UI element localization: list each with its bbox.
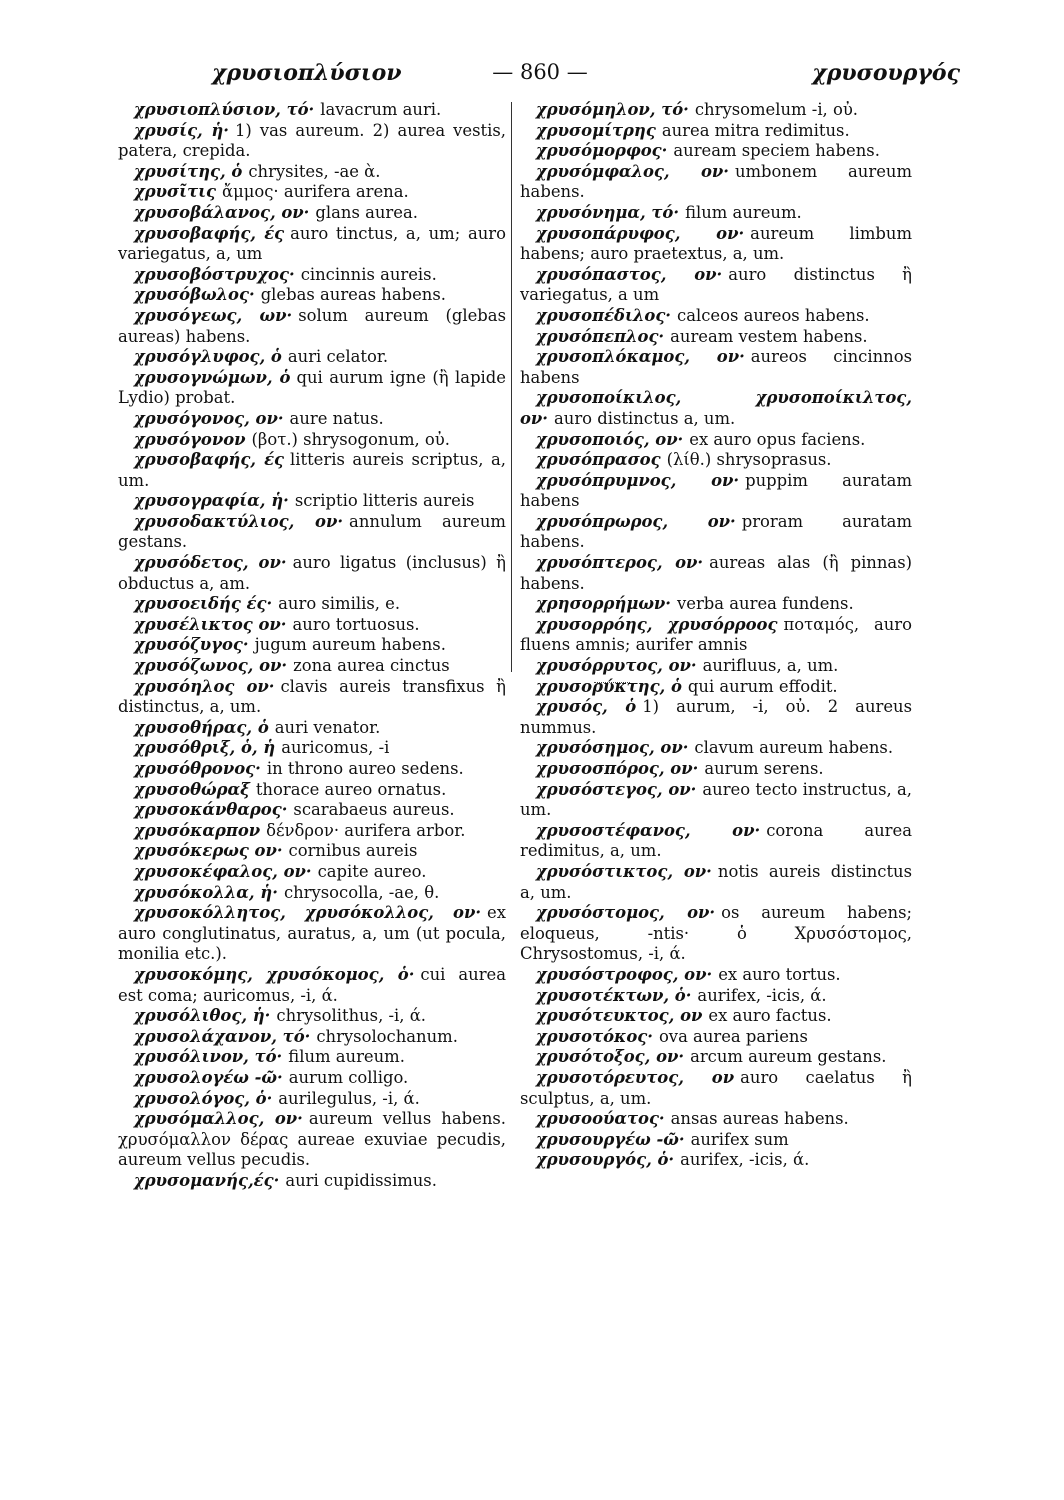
entry-gloss: os aureum habens; eloqueus, -ntis· ὁ Χρυσόστομος, Chrysostomus, -i, ά. bbox=[520, 903, 912, 964]
entry-headword: χρησορρήμων· bbox=[536, 594, 672, 614]
entry-gloss: aurifex, -icis, ά. bbox=[680, 1150, 810, 1170]
entry-gloss: solum aureum (glebas aureas) habens. bbox=[118, 305, 506, 346]
dictionary-entry bbox=[520, 862, 912, 903]
entry-gloss: jugum aureum habens. bbox=[254, 635, 446, 655]
dictionary-entry bbox=[118, 841, 506, 862]
dictionary-entry bbox=[118, 1068, 506, 1089]
dictionary-entry bbox=[520, 903, 912, 965]
entry-gloss: aurum serens. bbox=[704, 759, 824, 778]
header-left-catchword: χρυσιοπλύσιον bbox=[212, 60, 402, 86]
dictionary-entry bbox=[118, 1109, 506, 1171]
entry-gloss: puppim auratam habens bbox=[520, 470, 912, 511]
entry-headword: χρυσοβαφής, ές bbox=[134, 450, 285, 470]
entry-headword: χρυσοτέκτων, ὁ· bbox=[536, 985, 692, 1005]
dictionary-entry bbox=[520, 594, 912, 615]
entry-gloss: auri celator. bbox=[287, 347, 389, 367]
entry-gloss: aurifluus, a, um. bbox=[702, 656, 839, 676]
entry-headword: χρυσόζωνος, ον· bbox=[134, 656, 288, 676]
entry-headword: χρυσόγεως, ων· bbox=[134, 305, 293, 325]
entry-gloss: auro tinctus, a, um; auro variegatus, a, um bbox=[118, 223, 506, 264]
entry-headword: χρυσοκέφαλος, ον· bbox=[134, 861, 312, 881]
dictionary-entry bbox=[118, 347, 506, 368]
dictionary-entry bbox=[118, 965, 506, 1006]
dictionary-entry bbox=[520, 677, 912, 698]
entry-gloss: aurilegulus, -i, ά. bbox=[278, 1088, 420, 1108]
entry-gloss: zona aurea cinctus bbox=[293, 656, 450, 676]
entry-headword: χρυσοτόρευτος, ον bbox=[536, 1067, 735, 1087]
entry-headword: χρυσοστέφανος, ον· bbox=[536, 820, 761, 840]
dictionary-entry bbox=[118, 224, 506, 265]
entry-headword: χρυσολάχανον, τό· bbox=[134, 1026, 311, 1046]
dictionary-entry bbox=[520, 615, 912, 656]
entry-gloss: ex auro factus. bbox=[708, 1006, 832, 1026]
entry-gloss: chrysocolla, -ae, θ. bbox=[283, 882, 440, 902]
entry-gloss: ova aurea pariens bbox=[658, 1026, 808, 1046]
dictionary-entry bbox=[118, 450, 506, 491]
dictionary-entry bbox=[520, 1130, 912, 1151]
dictionary-entry bbox=[118, 718, 506, 739]
dictionary-entry bbox=[520, 1006, 912, 1027]
dictionary-entry bbox=[118, 903, 506, 965]
dictionary-entry bbox=[520, 553, 912, 594]
entry-headword: χρυσόκαρπον bbox=[134, 820, 261, 840]
entry-gloss: umbonem aureum habens. bbox=[520, 161, 912, 202]
entry-headword: χρυσόστομος, ον· bbox=[536, 903, 716, 923]
entry-headword: χρυσογνώμων, ὁ bbox=[134, 367, 291, 387]
entry-gloss: aurea mitra redimitus. bbox=[661, 120, 850, 140]
entry-gloss: auro distinctus ἢ variegatus, a um bbox=[520, 264, 912, 305]
entry-headword: χρυσόθρονος· bbox=[134, 759, 261, 778]
right-column bbox=[520, 100, 912, 1171]
header-right-catchword: χρυσουργός bbox=[812, 60, 960, 86]
dictionary-entry bbox=[118, 1006, 506, 1027]
dictionary-entry bbox=[520, 265, 912, 306]
entry-headword: χρυσόμορφος· bbox=[536, 141, 668, 161]
entry-gloss: chrysolithus, -i, ά. bbox=[276, 1006, 426, 1026]
entry-headword: χρυσόζυγος· bbox=[134, 635, 249, 655]
dictionary-entry bbox=[118, 203, 506, 224]
entry-headword: χρυσοειδής ές· bbox=[134, 594, 273, 614]
entry-headword: χρυσολόγος, ὁ· bbox=[134, 1088, 273, 1108]
entry-gloss: aureas alas (ἢ pinnas) habens. bbox=[520, 553, 912, 593]
dictionary-entry bbox=[520, 162, 912, 203]
dictionary-entry bbox=[520, 100, 912, 121]
entry-headword: χρυσίτης, ὁ bbox=[134, 161, 243, 181]
entry-gloss: calceos aureos habens. bbox=[677, 305, 870, 325]
end-mark bbox=[594, 682, 630, 683]
entry-headword: χρυσόλινον, τό· bbox=[134, 1047, 283, 1067]
dictionary-entry bbox=[118, 1089, 506, 1110]
entry-headword: χρυσοποιός, ον· bbox=[536, 429, 684, 449]
entry-gloss: ex auro conglutinatus, auratus, a, um (ut pocula, monilia etc.). bbox=[118, 903, 506, 964]
dictionary-entry bbox=[520, 1150, 912, 1171]
entry-gloss: aureum vellus habens. χρυσόμαλλον δέρας aureae exuviae pecudis, aureum vellus pecudis. bbox=[118, 1109, 506, 1170]
entry-gloss: chrysolochanum. bbox=[316, 1026, 458, 1046]
dictionary-entry bbox=[520, 224, 912, 265]
entry-headword: χρυσουργός, ὁ· bbox=[536, 1150, 675, 1170]
entry-headword: χρυσολογέω -ῶ· bbox=[134, 1067, 283, 1087]
entry-headword: χρυσόγονος, ον· bbox=[134, 408, 284, 428]
entry-gloss: qui aurum igne (ἢ lapide Lydio) probat. bbox=[118, 367, 506, 408]
entry-headword: χρυσογραφία, ἡ· bbox=[134, 491, 289, 511]
entry-gloss: glebas aureas habens. bbox=[260, 285, 446, 305]
entry-headword: χρυσοθώραξ bbox=[134, 779, 250, 799]
entry-gloss: cincinnis aureis. bbox=[300, 264, 437, 284]
dictionary-entry bbox=[118, 594, 506, 615]
entry-headword: χρυσοπέδιλος· bbox=[536, 305, 672, 325]
page-number: — 860 — bbox=[492, 60, 588, 84]
entry-gloss: thorace aureo ornatus. bbox=[255, 779, 447, 799]
entry-headword: χρυσουργέω -ῶ· bbox=[536, 1129, 685, 1149]
entry-gloss: auro ligatus (inclusus) ἢ obductus a, am. bbox=[118, 553, 506, 593]
entry-headword: χρυσόβωλος· bbox=[134, 285, 255, 305]
entry-gloss: proram auratam habens. bbox=[520, 511, 912, 552]
dictionary-entry bbox=[520, 141, 912, 162]
dictionary-entry bbox=[118, 512, 506, 553]
entry-headword: χρυσοβαφής, ές bbox=[134, 223, 285, 243]
dictionary-entry bbox=[118, 430, 506, 451]
entry-gloss: clavis aureis transfixus ἢ distinctus, a, um. bbox=[118, 676, 506, 717]
entry-headword: χρυσοκάνθαρος· bbox=[134, 800, 288, 820]
entry-gloss: chrysomelum -i, οὐ. bbox=[694, 100, 859, 119]
entry-headword: χρυσόπρυμνος, ον· bbox=[536, 470, 740, 490]
entry-headword: χρυσοβόστρυχος· bbox=[134, 264, 295, 284]
entry-headword: χρυσοβάλανος, ον· bbox=[134, 202, 310, 222]
dictionary-entry bbox=[118, 1027, 506, 1048]
entry-headword: χρυσόγλυφος, ὁ bbox=[134, 347, 282, 367]
entry-headword: χρυσόστικτος, ον· bbox=[536, 861, 712, 881]
dictionary-entry bbox=[520, 388, 912, 429]
entry-headword: χρυσόμαλλος, ον· bbox=[134, 1109, 303, 1129]
entry-gloss: aurifex, -icis, ά. bbox=[697, 985, 827, 1005]
dictionary-entry bbox=[118, 862, 506, 883]
entry-headword: χρυσῖτις bbox=[134, 182, 217, 202]
entry-headword: χρυσός, ὁ bbox=[536, 697, 637, 717]
entry-gloss: auro similis, e. bbox=[278, 594, 401, 614]
dictionary-entry bbox=[520, 121, 912, 142]
entry-gloss: auricomus, -i bbox=[281, 738, 390, 758]
dictionary-entry bbox=[118, 285, 506, 306]
dictionary-entry bbox=[118, 265, 506, 286]
entry-headword: χρυσορρόης, χρυσόρροος bbox=[536, 614, 778, 634]
entry-headword: χρυσόπτερος, ον· bbox=[536, 553, 704, 573]
dictionary-entry bbox=[118, 491, 506, 512]
entry-headword: χρυσόπρασος bbox=[536, 450, 661, 470]
entry-gloss: auream speciem habens. bbox=[673, 141, 880, 161]
entry-headword: χρυσόνημα, τό· bbox=[536, 202, 680, 222]
entry-gloss: verba aurea fundens. bbox=[677, 594, 854, 614]
entry-gloss: aure natus. bbox=[289, 408, 384, 428]
dictionary-entry bbox=[520, 512, 912, 553]
entry-headword: χρυσόπεπλος· bbox=[536, 326, 665, 346]
entry-gloss: clavum aureum habens. bbox=[694, 738, 894, 758]
entry-headword: χρυσότοξος, ον· bbox=[536, 1047, 685, 1067]
dictionary-entry bbox=[520, 1047, 912, 1068]
entry-headword: χρυσόμφαλος, ον· bbox=[536, 161, 729, 181]
entry-gloss: scarabaeus aureus. bbox=[293, 800, 455, 820]
entry-headword: χρυσόστροφος, ον· bbox=[536, 964, 713, 984]
entry-gloss: corona aurea redimitus, a, um. bbox=[520, 820, 912, 861]
entry-headword: χρυσομίτρης bbox=[536, 120, 656, 140]
dictionary-entry bbox=[118, 121, 506, 162]
dictionary-entry bbox=[520, 450, 912, 471]
dictionary-entry bbox=[520, 1068, 912, 1109]
entry-headword: χρυσέλικτος ον· bbox=[134, 614, 287, 634]
entry-gloss: auro tortuosus. bbox=[292, 614, 420, 634]
entry-headword: χρυσορύκτης, ὁ bbox=[536, 676, 682, 696]
dictionary-entry bbox=[118, 677, 506, 718]
dictionary-entry bbox=[520, 327, 912, 348]
dictionary-entry bbox=[118, 883, 506, 904]
entry-gloss: 1) vas aureum. 2) aurea vestis, patera, crepida. bbox=[118, 120, 506, 161]
dictionary-entry bbox=[520, 203, 912, 224]
entry-gloss: auri venator. bbox=[274, 717, 381, 737]
entry-gloss: in throno aureo sedens. bbox=[266, 759, 464, 778]
entry-headword: χρυσοπλόκαμος, ον· bbox=[536, 347, 745, 367]
entry-gloss: filum aureum. bbox=[685, 202, 802, 222]
entry-gloss: δένδρον· aurifera arbor. bbox=[266, 820, 466, 840]
entry-gloss: notis aureis distinctus a, um. bbox=[520, 861, 912, 902]
dictionary-entry bbox=[520, 759, 912, 780]
dictionary-entry bbox=[520, 347, 912, 388]
entry-gloss: scriptio litteris aureis bbox=[294, 491, 475, 511]
dictionary-entry bbox=[520, 738, 912, 759]
entry-headword: χρυσόηλος ον· bbox=[134, 676, 275, 696]
entry-gloss: filum aureum. bbox=[288, 1047, 405, 1067]
entry-gloss: glans aurea. bbox=[315, 202, 418, 222]
dictionary-entry bbox=[520, 986, 912, 1007]
entry-gloss: auro caelatus ἢ sculptus, a, um. bbox=[520, 1067, 912, 1108]
entry-headword: χρυσοκόμης, χρυσόκομος, ὁ· bbox=[134, 964, 415, 984]
entry-gloss: aureos cincinnos habens bbox=[520, 347, 912, 387]
entry-gloss: auream vestem habens. bbox=[670, 326, 868, 346]
entry-gloss: qui aurum effodit. bbox=[687, 676, 838, 696]
entry-headword: χρυσόκερως ον· bbox=[134, 841, 283, 861]
entry-gloss: cornibus aureis bbox=[288, 841, 418, 861]
dictionary-entry bbox=[118, 368, 506, 409]
dictionary-entry bbox=[118, 553, 506, 594]
entry-headword: χρυσιοπλύσιον, τό· bbox=[134, 100, 315, 119]
entry-headword: χρυσόρρυτος, ον· bbox=[536, 656, 697, 676]
entry-headword: χρυσόστεγος, ον· bbox=[536, 779, 697, 799]
dictionary-entry bbox=[520, 780, 912, 821]
dictionary-entry bbox=[118, 409, 506, 430]
dictionary-entry bbox=[520, 965, 912, 986]
column-divider bbox=[511, 102, 512, 672]
dictionary-entry bbox=[520, 430, 912, 451]
entry-gloss: 1) aurum, -i, οὐ. 2 aureus nummus. bbox=[520, 697, 912, 737]
dictionary-entry bbox=[118, 182, 506, 203]
dictionary-entry bbox=[118, 100, 506, 121]
entry-headword: χρυσόθριξ, ὁ, ἡ bbox=[134, 738, 276, 758]
entry-gloss: ex auro opus faciens. bbox=[689, 429, 866, 449]
dictionary-entry bbox=[520, 656, 912, 677]
dictionary-entry bbox=[118, 635, 506, 656]
entry-gloss: annulum aureum gestans. bbox=[118, 511, 506, 552]
entry-headword: χρυσόκολλα, ἡ· bbox=[134, 882, 278, 902]
left-column bbox=[118, 100, 506, 1191]
dictionary-entry bbox=[118, 759, 506, 780]
dictionary-entry bbox=[118, 162, 506, 183]
entry-gloss: (βοτ.) shrysogonum, οὐ. bbox=[251, 429, 450, 449]
entry-gloss: ἄμμος· aurifera arena. bbox=[222, 182, 409, 202]
entry-headword: χρυσόλιθος, ἡ· bbox=[134, 1006, 271, 1026]
entry-headword: χρυσίς, ἡ· bbox=[134, 120, 229, 140]
entry-gloss: (λίθ.) shrysoprasus. bbox=[666, 450, 832, 470]
entry-gloss: arcum aureum gestans. bbox=[690, 1047, 887, 1067]
dictionary-entry bbox=[118, 1047, 506, 1068]
entry-headword: χρυσοπάρυφος, ον· bbox=[536, 223, 745, 243]
entry-headword: χρυσόσημος, ον· bbox=[536, 738, 689, 758]
entry-headword: χρυσότευκτος, ον bbox=[536, 1006, 703, 1026]
entry-headword: χρυσόδετος, ον· bbox=[134, 553, 287, 573]
entry-gloss: aurifex sum bbox=[690, 1129, 789, 1149]
entry-headword: χρυσοτόκος· bbox=[536, 1026, 653, 1046]
entry-headword: χρυσόμηλον, τό· bbox=[536, 100, 689, 119]
entry-gloss: auri cupidissimus. bbox=[285, 1170, 437, 1190]
dictionary-entry bbox=[520, 821, 912, 862]
entry-gloss: cui aurea est coma; auricomus, -i, ά. bbox=[118, 964, 507, 1005]
entry-headword: χρυσοθήρας, ὁ bbox=[134, 717, 269, 737]
dictionary-entry bbox=[118, 615, 506, 636]
dictionary-entry bbox=[520, 306, 912, 327]
entry-gloss: litteris aureis scriptus, a, um. bbox=[118, 450, 506, 490]
dictionary-entry bbox=[118, 780, 506, 801]
entry-headword: χρυσομανής,ές· bbox=[134, 1170, 280, 1190]
entry-headword: χρυσοκόλλητος, χρυσόκολλος, ον· bbox=[134, 903, 482, 923]
entry-gloss: auro distinctus a, um. bbox=[554, 408, 736, 428]
entry-gloss: aurum colligo. bbox=[288, 1067, 409, 1087]
entry-gloss: lavacrum auri. bbox=[320, 100, 442, 119]
entry-gloss: aureum limbum habens; auro praetextus, a, um. bbox=[520, 223, 913, 264]
entry-headword: χρυσοδακτύλιος, ον· bbox=[134, 511, 344, 531]
dictionary-entry bbox=[118, 738, 506, 759]
dictionary-entry bbox=[118, 306, 506, 347]
entry-gloss: ex auro tortus. bbox=[718, 964, 841, 984]
entry-gloss: capite aureo. bbox=[317, 861, 427, 881]
dictionary-entry bbox=[520, 471, 912, 512]
dictionary-entry bbox=[118, 800, 506, 821]
dictionary-entry bbox=[520, 1109, 912, 1130]
entry-headword: χρυσόπρωρος, ον· bbox=[536, 511, 736, 531]
entry-headword: χρυσοσπόρος, ον· bbox=[536, 759, 699, 778]
entry-gloss: aureo tecto instructus, a, um. bbox=[520, 779, 912, 820]
running-header bbox=[120, 60, 980, 100]
entry-headword: χρυσόπαστος, ον· bbox=[536, 264, 723, 284]
entry-headword: χρυσόγονον bbox=[134, 429, 246, 449]
entry-gloss: ποταμός, auro fluens amnis; aurifer amnis bbox=[520, 614, 912, 655]
dictionary-entry bbox=[118, 656, 506, 677]
entry-gloss: ansas aureas habens. bbox=[670, 1109, 849, 1129]
entry-headword: χρυσοούατος· bbox=[536, 1109, 665, 1129]
dictionary-entry bbox=[520, 1027, 912, 1048]
entry-gloss: chrysites, -ae ὰ. bbox=[248, 161, 381, 181]
dictionary-entry bbox=[118, 1171, 506, 1192]
entry-headword: χρυσοποίκιλος, χρυσοποίκιλτος, ον· bbox=[520, 388, 912, 428]
dictionary-entry bbox=[520, 697, 912, 738]
dictionary-entry bbox=[118, 821, 506, 842]
